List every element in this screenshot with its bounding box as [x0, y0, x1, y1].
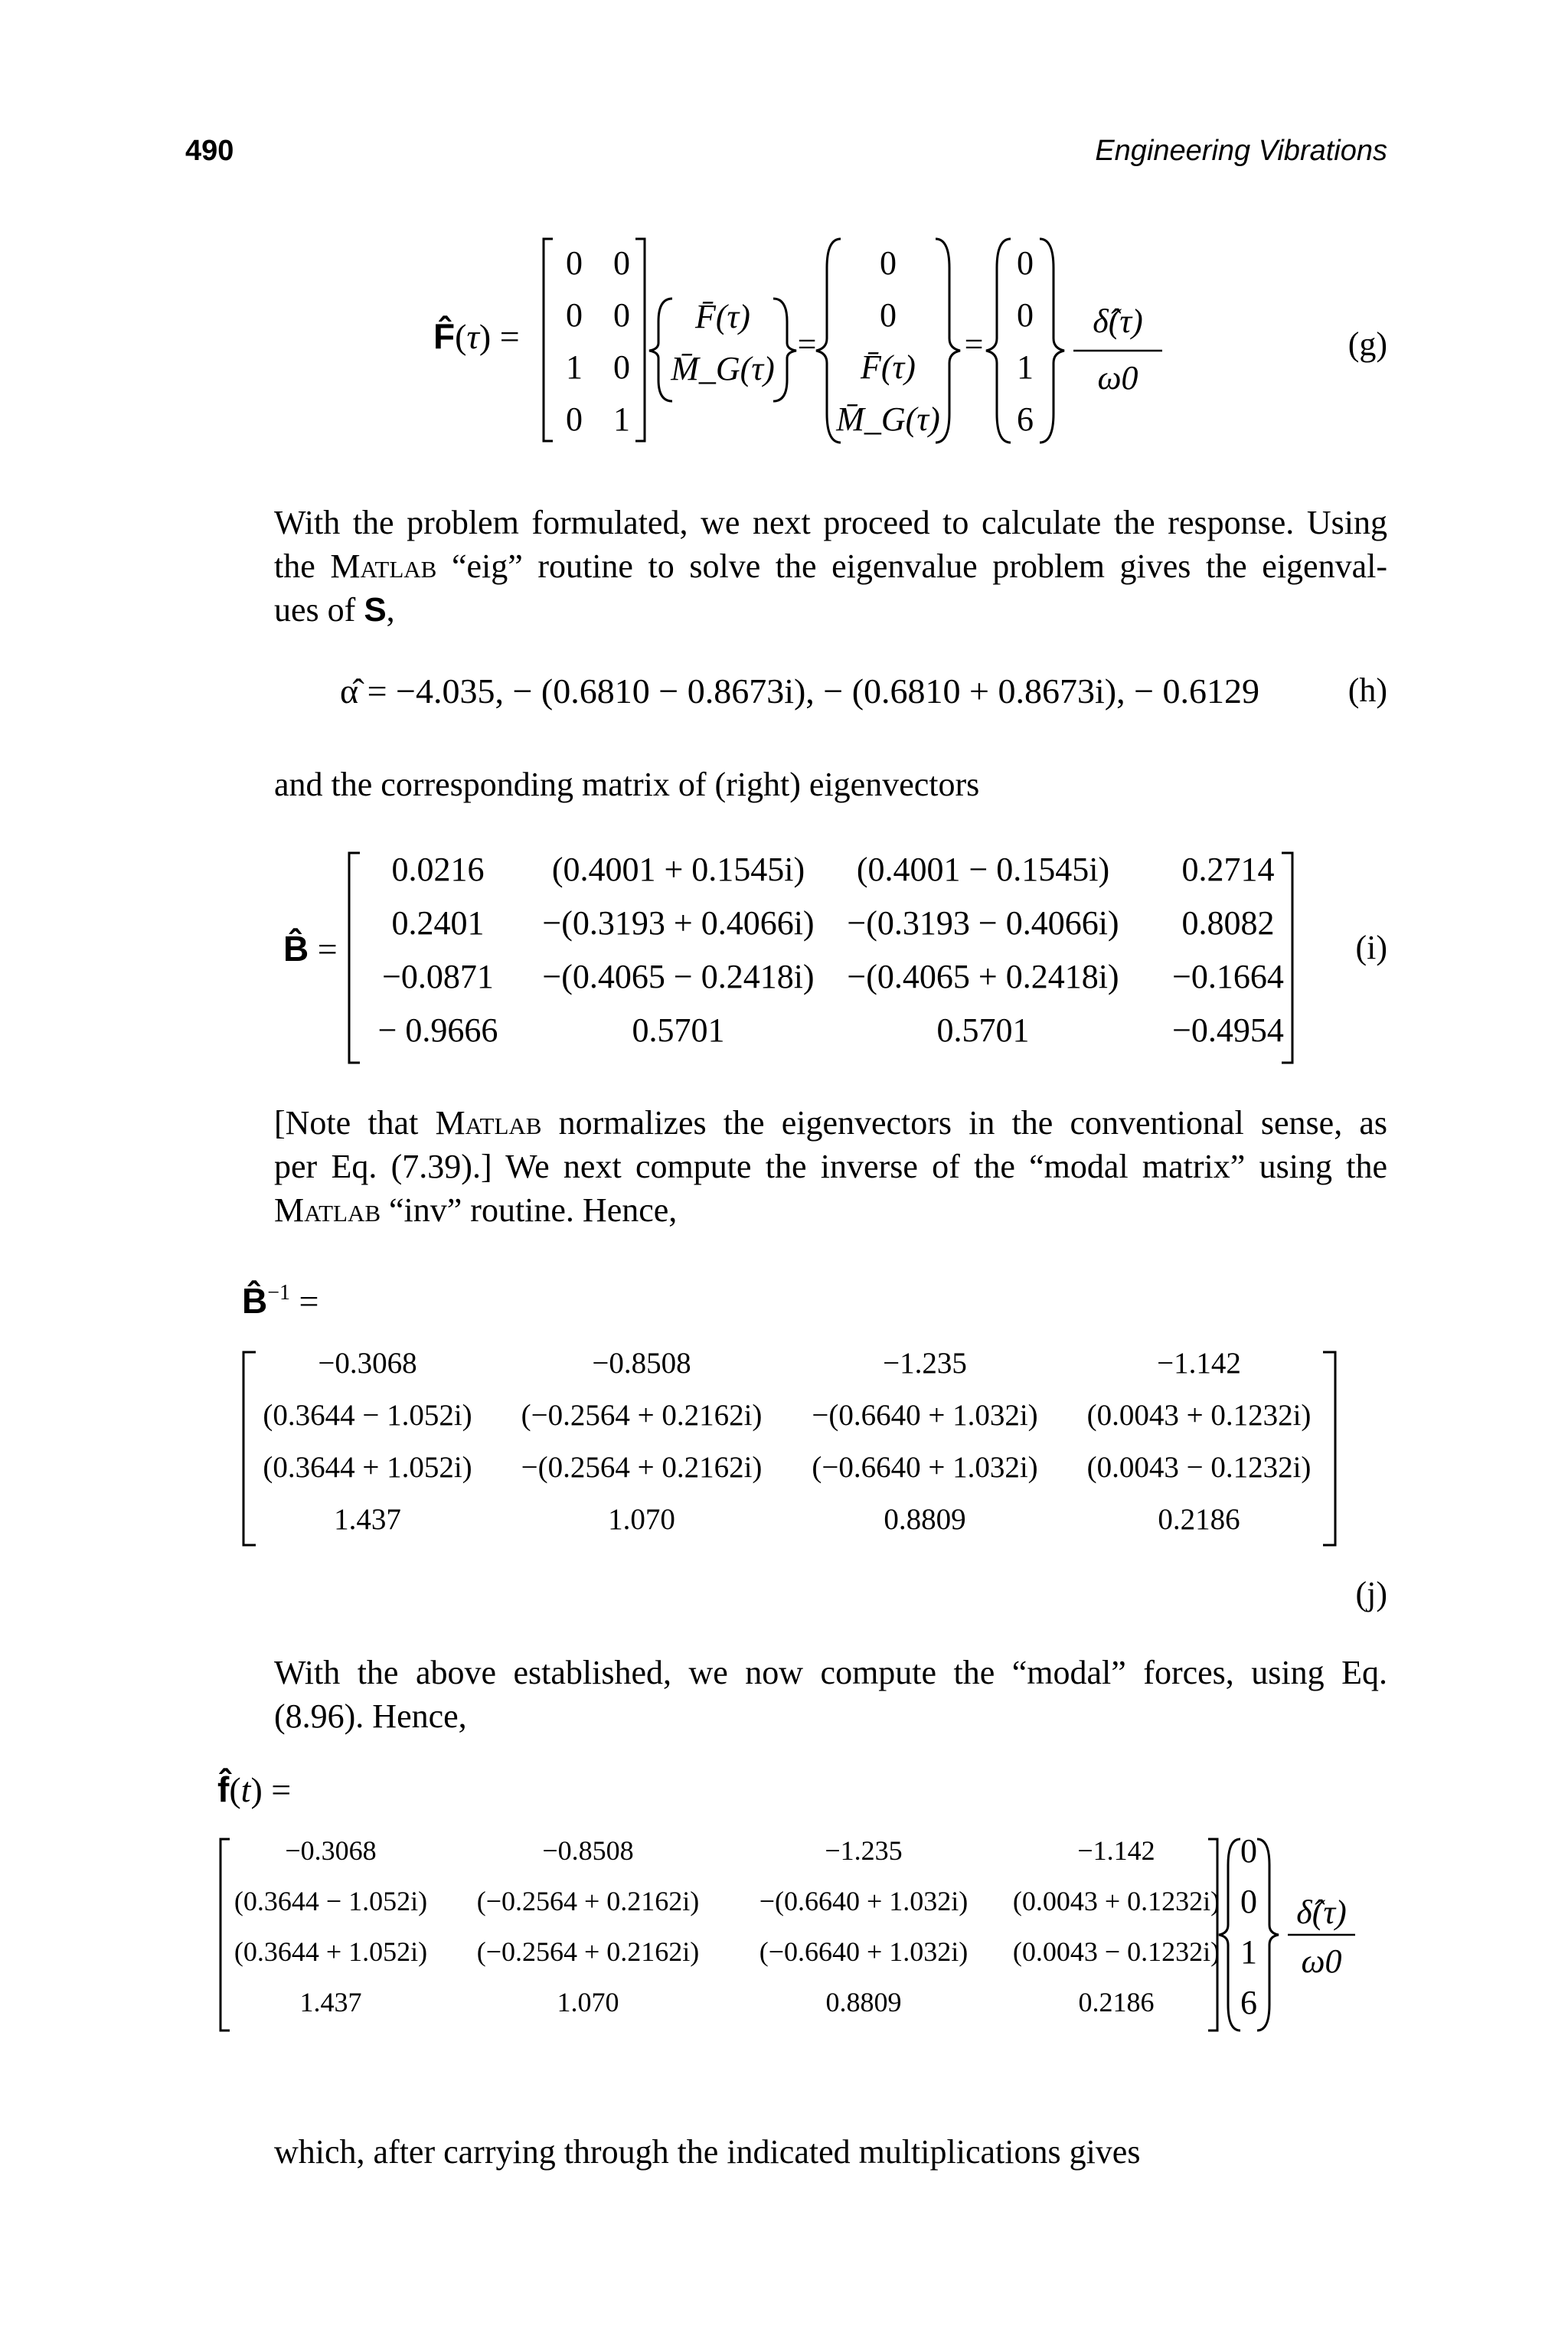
- g-sel-r4c2: 1: [613, 400, 630, 438]
- g-sel-r3c1: 1: [566, 348, 583, 386]
- para1-line1: With the problem formulated, we next proceed to calculate the response. Using: [274, 504, 1387, 541]
- j-r2c1: (0.3644 − 1.052i): [263, 1399, 472, 1432]
- g-vec2-r2: 0: [880, 296, 897, 334]
- g-vec1-F: F̄(τ): [695, 298, 750, 335]
- g-vec3-r2: 0: [1017, 296, 1034, 334]
- f-r3c4: (0.0043 − 0.1232i): [1012, 1936, 1220, 1967]
- i-r4c3: 0.5701: [936, 1011, 1030, 1049]
- eq-i-lhs: B̂ =: [283, 929, 338, 969]
- eq-j-lhs: B̂$^{-1}$ =: [242, 1281, 319, 1321]
- g-vec3-r3: 1: [1017, 348, 1034, 386]
- eq-tag-j: (j): [1355, 1575, 1387, 1612]
- f-r4c2: 1.070: [557, 1987, 619, 2017]
- f-r1c3: −1.235: [825, 1835, 903, 1866]
- g-frac-den: ω0: [1097, 359, 1138, 397]
- f-vec-r3: 1: [1240, 1933, 1257, 1971]
- i-r3c4: −0.1664: [1172, 958, 1284, 995]
- i-r1c1: 0.0216: [391, 851, 485, 888]
- g-sel-r2c1: 0: [566, 296, 583, 334]
- paragraph-3: [274, 1101, 1387, 1232]
- f-vec-r4: 6: [1240, 1984, 1257, 2021]
- f-r4c3: 0.8809: [825, 1987, 902, 2017]
- i-r2c3: −(0.3193 − 0.4066i): [847, 904, 1119, 942]
- g-sel-r4c1: 0: [566, 400, 583, 438]
- eq-tag-g: (g): [1348, 325, 1387, 363]
- f-r1c2: −0.8508: [542, 1835, 634, 1866]
- i-r4c4: −0.4954: [1172, 1011, 1284, 1049]
- g-vec2-r1: 0: [880, 244, 897, 282]
- i-r3c3: −(0.4065 + 0.2418i): [847, 958, 1119, 995]
- para1-line2: the Matlab “eig” routine to solve the eigenvalue problem gives the eigenval-: [274, 547, 1387, 585]
- j-r4c2: 1.070: [608, 1503, 675, 1536]
- i-r2c4: 0.8082: [1181, 904, 1275, 942]
- eq-g-brackets: [0, 0, 1568, 490]
- f-vec-r1: 0: [1240, 1832, 1257, 1870]
- j-r4c4: 0.2186: [1158, 1503, 1240, 1536]
- i-r1c3: (0.4001 − 0.1545i): [856, 851, 1110, 888]
- eq-tag-h: (h): [1348, 671, 1387, 709]
- f-vec-r2: 0: [1240, 1883, 1257, 1920]
- j-r3c3: (−0.6640 + 1.032i): [812, 1451, 1038, 1484]
- equation-h: α̂ = −4.035, − (0.6810 − 0.8673i), − (0.6810 + 0.8673i), − 0.6129: [340, 671, 1260, 711]
- i-r2c2: −(0.3193 + 0.4066i): [542, 904, 815, 942]
- g-vec3-r4: 6: [1017, 400, 1034, 438]
- g-sel-r1c2: 0: [613, 244, 630, 282]
- g-sel-r1c1: 0: [566, 244, 583, 282]
- paragraph-1: [274, 501, 1387, 632]
- i-r3c2: −(0.4065 − 0.2418i): [542, 958, 815, 995]
- para3-line2: per Eq. (7.39).] We next compute the inverse of the “modal matrix” using the: [274, 1148, 1387, 1185]
- i-r2c1: 0.2401: [391, 904, 485, 942]
- j-r4c3: 0.8809: [884, 1503, 966, 1536]
- f-r1c1: −0.3068: [285, 1835, 377, 1866]
- j-r2c4: (0.0043 + 0.1232i): [1086, 1399, 1312, 1432]
- g-equals-2: =: [964, 325, 984, 363]
- eq-tag-i: (i): [1355, 929, 1387, 966]
- equation-g: [0, 0, 1568, 490]
- g-vec3-r1: 0: [1017, 244, 1034, 282]
- paragraph-2: and the corresponding matrix of (right) eigenvectors: [274, 766, 980, 803]
- f-r4c4: 0.2186: [1078, 1987, 1155, 2017]
- para4-line1: With the above established, we now compute the “modal” forces, using Eq.: [274, 1654, 1387, 1691]
- j-r3c1: (0.3644 + 1.052i): [263, 1451, 472, 1484]
- equation-i: [0, 827, 1568, 1072]
- f-frac-num: δ̂(τ): [1296, 1893, 1347, 1931]
- para3-line1: [Note that Matlab normalizes the eigenvectors in the conventional sense, as: [274, 1104, 1387, 1142]
- f-r2c3: −(0.6640 + 1.032i): [759, 1886, 969, 1916]
- para1-line3: ues of S,: [274, 591, 395, 629]
- j-r2c2: (−0.2564 + 0.2162i): [521, 1399, 763, 1432]
- i-r1c4: 0.2714: [1181, 851, 1275, 888]
- f-r3c3: (−0.6640 + 1.032i): [759, 1936, 969, 1967]
- j-r1c2: −0.8508: [592, 1347, 691, 1380]
- i-r4c2: 0.5701: [632, 1011, 725, 1049]
- g-sel-r2c2: 0: [613, 296, 630, 334]
- eq-g-lhs: F̂(τ) =: [433, 316, 520, 356]
- g-vec2-r4: M̄_G(τ): [836, 400, 940, 438]
- paragraph-4: [274, 1651, 1387, 1738]
- j-r1c1: −0.3068: [318, 1347, 417, 1380]
- j-r2c3: −(0.6640 + 1.032i): [812, 1399, 1038, 1432]
- f-r3c1: (0.3644 + 1.052i): [234, 1936, 428, 1967]
- f-r3c2: (−0.2564 + 0.2162i): [476, 1936, 700, 1967]
- equation-j: [0, 1332, 1568, 1562]
- f-r2c2: (−0.2564 + 0.2162i): [476, 1886, 700, 1916]
- f-r2c1: (0.3644 − 1.052i): [234, 1886, 428, 1916]
- equation-f: [0, 1822, 1568, 2052]
- j-r1c4: −1.142: [1157, 1347, 1241, 1380]
- f-r4c1: 1.437: [299, 1987, 362, 2017]
- para4-line2: (8.96). Hence,: [274, 1697, 467, 1735]
- j-r4c1: 1.437: [334, 1503, 401, 1536]
- j-r3c4: (0.0043 − 0.1232i): [1086, 1451, 1312, 1484]
- g-vec1-M: M̄_G(τ): [671, 350, 775, 387]
- eq-f-lhs: f̂(t) =: [217, 1769, 292, 1809]
- g-equals-1: =: [797, 325, 817, 363]
- j-r1c3: −1.235: [883, 1347, 967, 1380]
- g-frac-num: δ̂(τ): [1093, 302, 1143, 340]
- page-number: 490: [185, 135, 234, 167]
- j-r3c2: −(0.2564 + 0.2162i): [521, 1451, 763, 1484]
- para3-line3: Matlab “inv” routine. Hence,: [274, 1191, 678, 1229]
- g-sel-r3c2: 0: [613, 348, 630, 386]
- paragraph-5: which, after carrying through the indicated multiplications gives: [274, 2133, 1141, 2171]
- i-r4c1: − 0.9666: [377, 1011, 498, 1049]
- eq-j-brackets: [0, 1332, 1568, 1562]
- f-r2c4: (0.0043 + 0.1232i): [1012, 1886, 1220, 1916]
- f-r1c4: −1.142: [1077, 1835, 1155, 1866]
- i-r1c2: (0.4001 + 0.1545i): [551, 851, 805, 888]
- running-title: Engineering Vibrations: [1095, 135, 1387, 167]
- i-r3c1: −0.0871: [382, 958, 494, 995]
- f-frac-den: ω0: [1301, 1942, 1342, 1980]
- g-vec2-r3: F̄(τ): [861, 348, 916, 386]
